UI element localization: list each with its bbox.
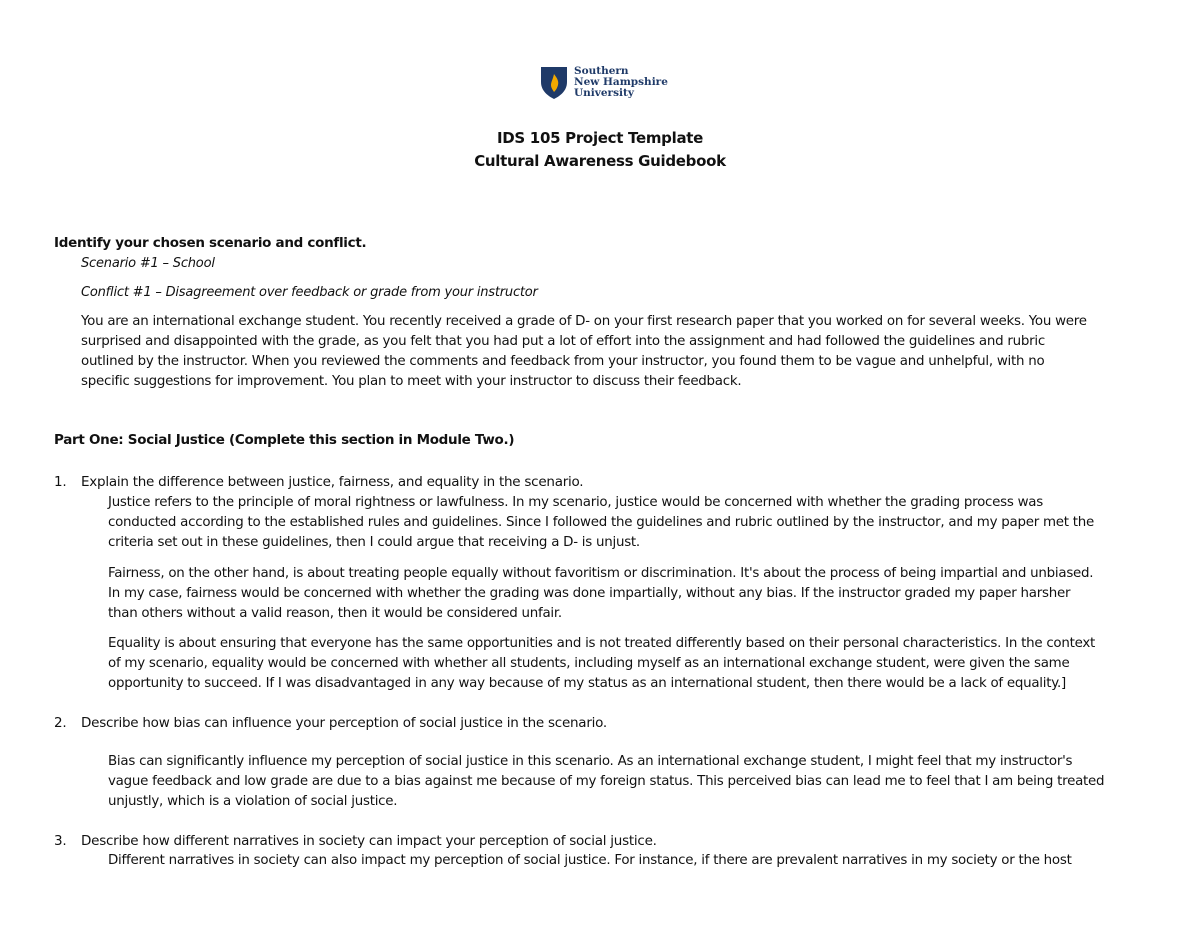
description-line: outlined by the instructor. When you reviewed the comments and feedback from your instructor, you found them to be vague and unhelpful, with no xyxy=(81,354,1045,369)
answer-line: Different narratives in society can also impact my perception of social justice. For instance, if there are prevalent narratives in my society or the host xyxy=(108,853,1072,868)
answer-line: Justice refers to the principle of moral rightness or lawfulness. In my scenario, justice would be concerned with whether the grading process was xyxy=(108,495,1043,510)
answer-line: Fairness, on the other hand, is about treating people equally without favoritism or discrimination. It's about the process of being impartial and unbiased. xyxy=(108,566,1094,581)
document-title: IDS 105 Project Template xyxy=(496,129,704,147)
logo-line-3: University xyxy=(574,87,634,99)
scenario-label: Scenario #1 – School xyxy=(81,256,215,271)
logo-line-2: New Hampshire xyxy=(574,76,668,88)
part-one-heading: Part One: Social Justice (Complete this section in Module Two.) xyxy=(54,432,515,448)
description-line: You are an international exchange student. You recently received a grade of D- on your first research paper that you worked on for several weeks. You were xyxy=(81,314,1087,329)
identify-heading: Identify your chosen scenario and conflict. xyxy=(54,235,367,251)
narratives-answer xyxy=(108,851,1072,871)
item-prompt: Explain the difference between justice, fairness, and equality in the scenario. xyxy=(81,474,584,490)
answer-line: In my case, fairness would be concerned with whether the grading was done impartially, without any bias. If the instructor graded my paper harsher xyxy=(108,586,1071,601)
answer-line: opportunity to succeed. If I was disadvantaged in any way because of my status as an international student, then there would be a lack of equality.] xyxy=(108,676,1066,691)
answer-line: than others without a valid reason, then it would be considered unfair. xyxy=(108,606,562,621)
item-number: 1. xyxy=(54,474,67,490)
answer-line: Bias can significantly influence my perception of social justice in this scenario. As an international exchange student, I might feel that my instructor's xyxy=(108,754,1073,769)
item-prompt: Describe how bias can influence your perception of social justice in the scenario. xyxy=(81,715,607,731)
answer-line: unjustly, which is a violation of social justice. xyxy=(108,794,398,809)
logo-line-1: Southern xyxy=(574,65,629,77)
answer-line: of my scenario, equality would be concerned with whether all students, including myself as an international exchange student, were given the same xyxy=(108,656,1070,671)
item-number: 3. xyxy=(54,833,67,849)
logo-wordmark xyxy=(574,66,668,99)
equality-answer xyxy=(108,634,1095,694)
item-prompt: Describe how different narratives in society can impact your perception of social justice. xyxy=(81,833,657,849)
answer-line: vague feedback and low grade are due to a bias against me because of my foreign status. This perceived bias can lead me to feel that I am being treated xyxy=(108,774,1105,789)
bias-answer xyxy=(108,752,1104,812)
answer-line: Equality is about ensuring that everyone has the same opportunities and is not treated differently based on their personal characteristics. In the context xyxy=(108,636,1096,651)
scenario-description xyxy=(81,312,1087,392)
fairness-answer xyxy=(108,564,1093,624)
justice-answer xyxy=(108,493,1094,553)
description-line: specific suggestions for improvement. You plan to meet with your instructor to discuss their feedback. xyxy=(81,374,742,389)
answer-line: conducted according to the established rules and guidelines. Since I followed the guidelines and rubric outlined by the instructor, and my paper met the xyxy=(108,515,1095,530)
description-line: surprised and disappointed with the grade, as you felt that you had put a lot of effort into the assignment and had followed the guidelines and rubric xyxy=(81,334,1045,349)
document-subtitle: Cultural Awareness Guidebook xyxy=(474,152,726,170)
conflict-label: Conflict #1 – Disagreement over feedback or grade from your instructor xyxy=(81,285,538,300)
snhu-logo xyxy=(540,66,668,100)
shield-flame-icon xyxy=(540,66,568,100)
answer-line: criteria set out in these guidelines, then I could argue that receiving a D- is unjust. xyxy=(108,535,640,550)
item-number: 2. xyxy=(54,715,67,731)
